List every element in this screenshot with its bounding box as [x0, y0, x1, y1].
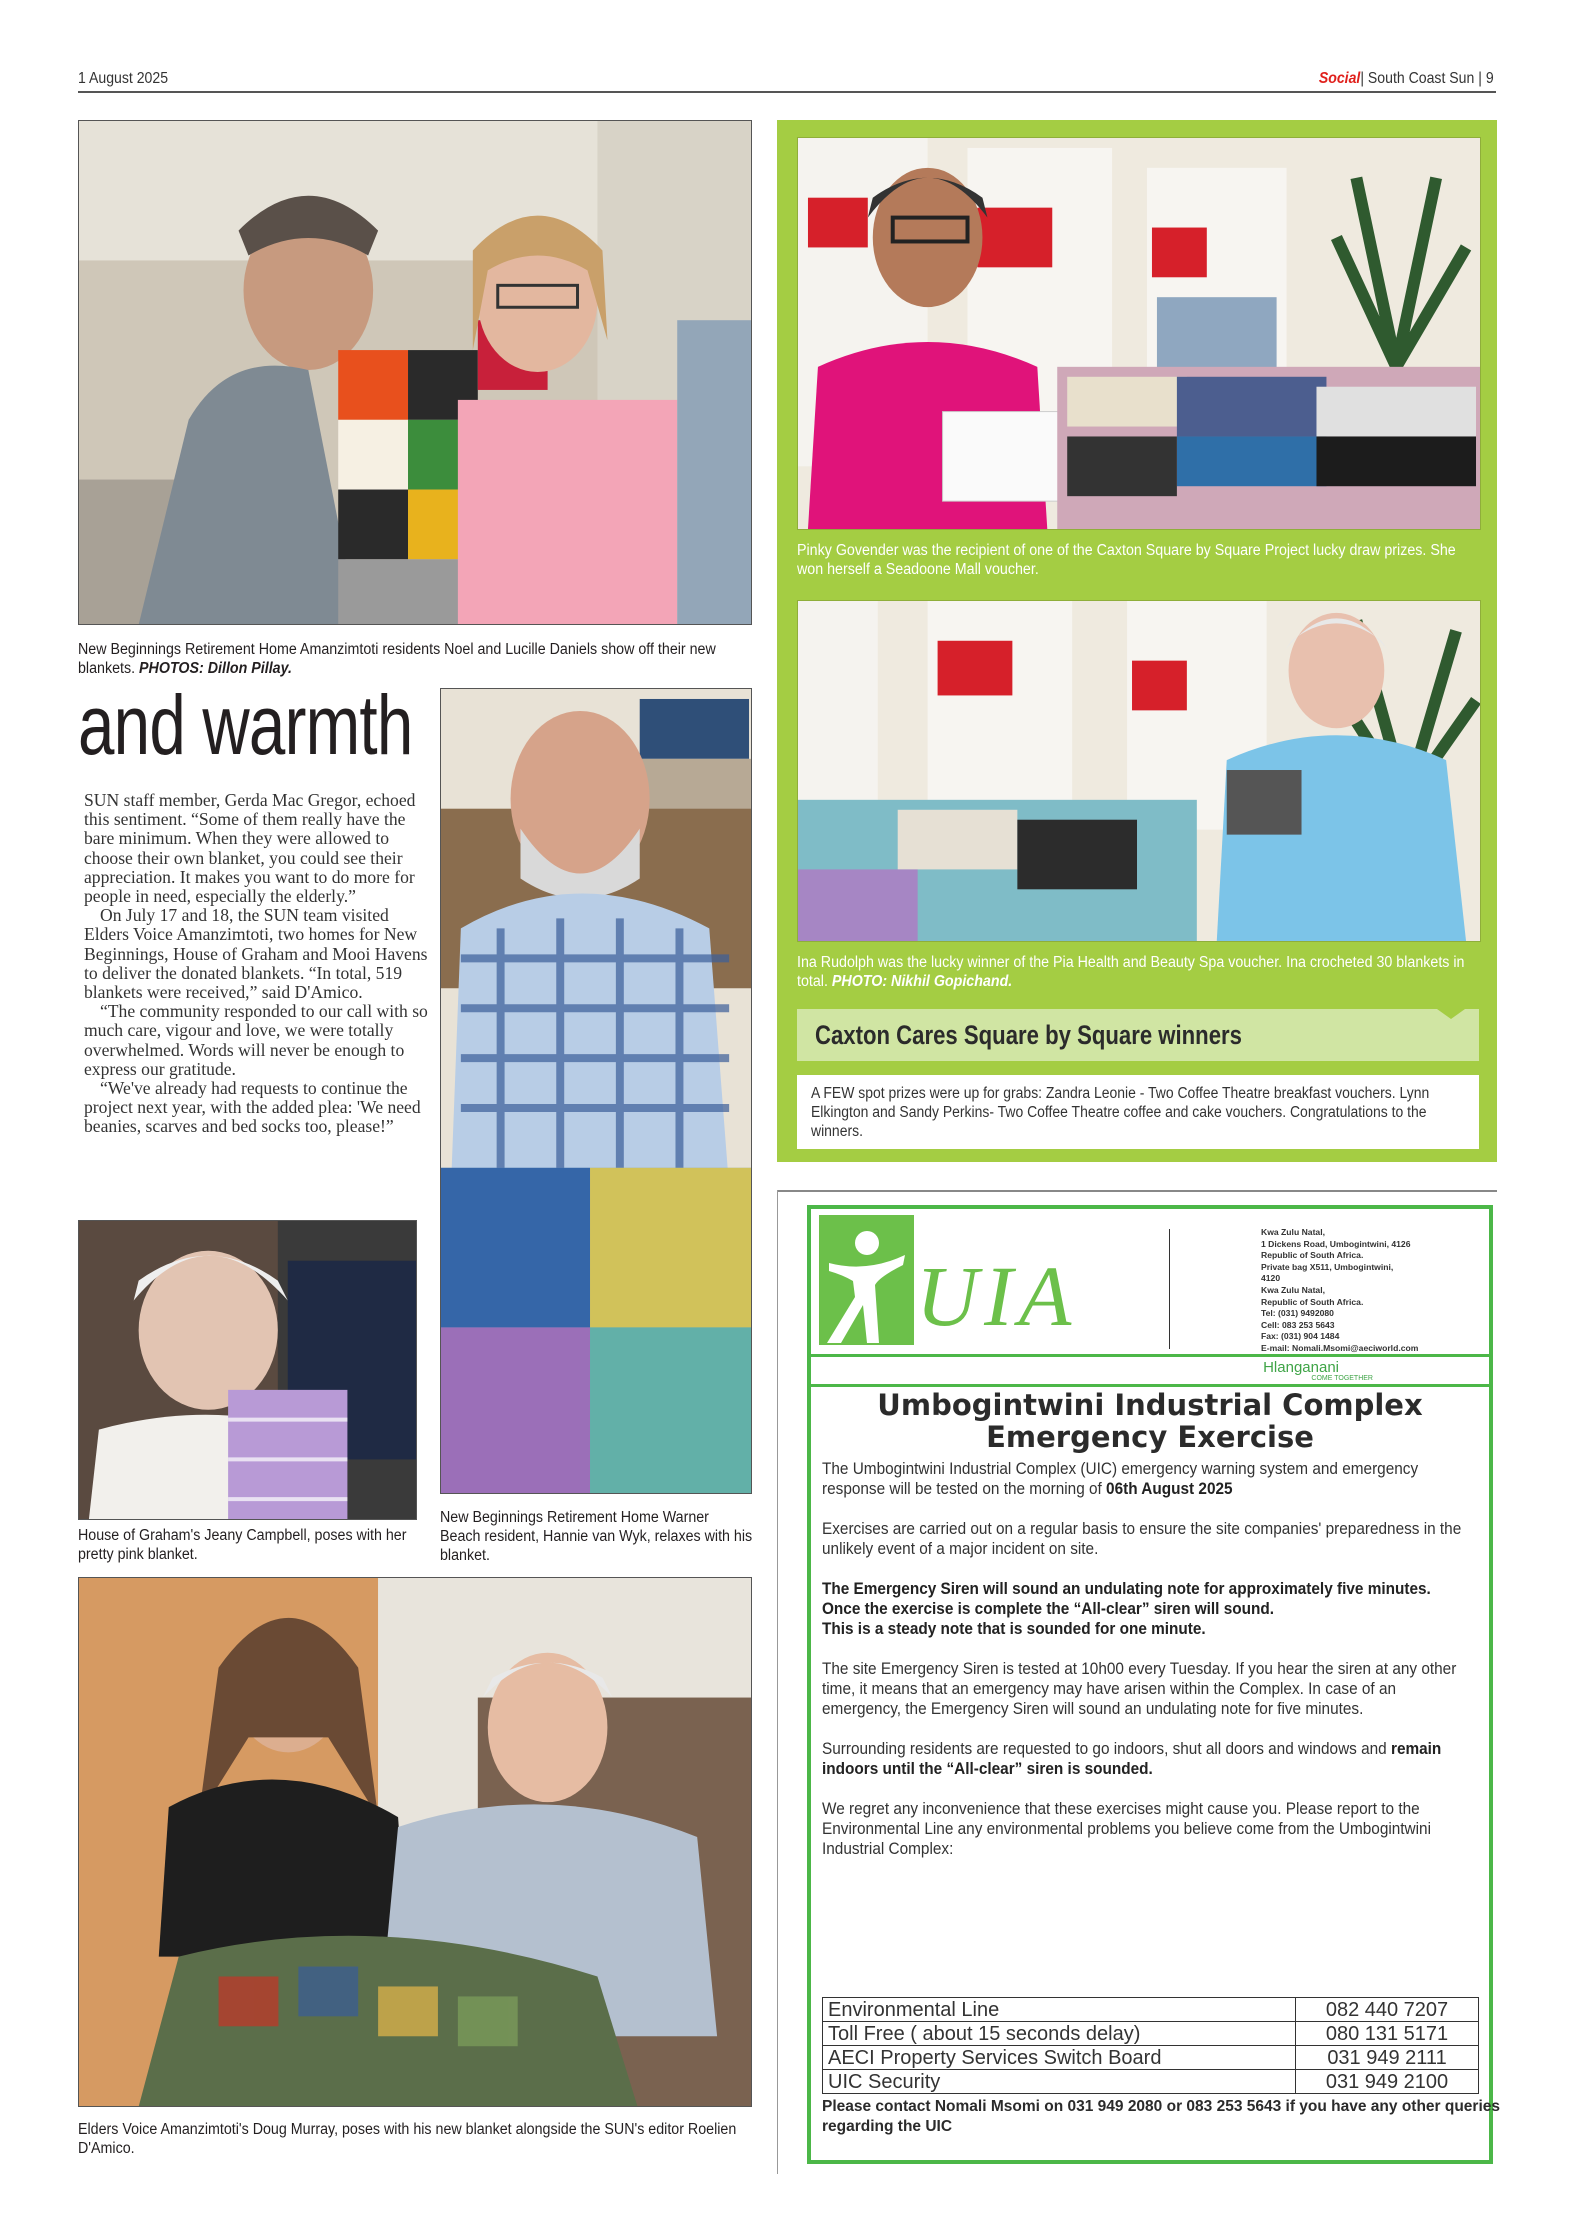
column-rule: [777, 1190, 778, 2174]
table-row: Toll Free ( about 15 seconds delay) 080 131 5171: [823, 2022, 1479, 2046]
phone-number: 031 949 2100: [1296, 2070, 1479, 2094]
photo-image: [79, 1578, 751, 2106]
uia-advert: [807, 1205, 1501, 2164]
photo-pinky: [797, 137, 1481, 530]
phone-number: 031 949 2111: [1296, 2046, 1479, 2070]
advert-paragraph: Exercises are carried out on a regular basis to ensure the site companies' preparedness in the unlikely event of a major incident on site.: [822, 1520, 1462, 1558]
article-headline: and warmth: [78, 678, 413, 772]
photo-image: [441, 689, 751, 1493]
caption-ina: Ina Rudolph was the lucky winner of the Pia Health and Beauty Spa voucher. Ina crocheted 30 blankets in total. PHOTO: Nikhil Gopichand.: [797, 954, 1465, 990]
photo-credit: PHOTO: Nikhil Gopichand.: [831, 973, 1013, 990]
article-paragraph: “The community responded to our call with so much care, vigour and love, we were totally overwhelmed. Words will never be enough to express our gratitude.: [84, 1001, 428, 1079]
section-label: Social: [1319, 70, 1361, 87]
winners-body: A FEW spot prizes were up for grabs: Zandra Leonie - Two Coffee Theatre breakfast vouchers. Lynn Elkington and Sandy Perkins- Two Coffee Theatre coffee and cake vouchers. Congratulations to the winners.: [811, 1085, 1430, 1140]
uia-email: E-mail: Nomali.Msomi@aeciworld.com: [1261, 1342, 1419, 1353]
advert-body: [822, 1459, 1473, 1879]
caption-pinky: Pinky Govender was the recipient of one of the Caxton Square by Square Project lucky draw prizes. She won herself a Seadoone Mall voucher.: [797, 542, 1456, 578]
photo-hannie: [440, 688, 752, 1494]
advert-rule: [811, 1354, 1489, 1357]
article-paragraph: “We've already had requests to continue the project next year, with the added plea: 'We need beanies, scarves and bed socks too, please!”: [84, 1078, 421, 1137]
winners-panel: [797, 1075, 1479, 1149]
caption-doug: Elders Voice Amanzimtoti's Doug Murray, poses with his new blanket alongside the SUN's editor Roelien D'Amico.: [78, 2121, 737, 2157]
section-rule: [777, 1190, 1497, 1192]
uia-address: Kwa Zulu Natal, 1 Dickens Road, Umbogintwini, 4126 Republic of South Africa. Private bag X511, Umbogintwini, 4120 Kwa Zulu Natal, Republic of South Africa. Tel: (031) 9492080 Cell: 083 253 5643 Fax: (031) 904 1484 E-mail: Nomali.Msomi@aeciworld.com: [1261, 1227, 1419, 1353]
exercise-date: 06th August 2025: [1106, 1480, 1233, 1498]
advert-paragraph: We regret any inconvenience that these exercises might cause you. Please report to the Environmental Line any environmental problems you believe come from the Umbogintwini Industrial Complex:: [822, 1800, 1431, 1858]
tagline: Hlanganani: [1263, 1359, 1339, 1376]
photo-image: [79, 1221, 416, 1519]
photo-ina: [797, 600, 1481, 942]
winners-title: Caxton Cares Square by Square winners: [815, 1020, 1242, 1050]
article-paragraph: On July 17 and 18, the SUN team visited Elders Voice Amanzimtoti, two homes for New Beginnings, House of Graham and Mooi Havens to deliver the donated blankets. “In total, 519 blankets were received,” said D'Amico.: [84, 905, 428, 1003]
caption-noel-lucille: New Beginnings Retirement Home Amanzimtoti residents Noel and Lucille Daniels show off their new blankets. PHOTOS: Dillon Pillay.: [78, 641, 716, 677]
person-figure-icon: [819, 1215, 914, 1345]
tagline-sub: COME TOGETHER: [1311, 1375, 1373, 1382]
table-row: AECI Property Services Switch Board 031 949 2111: [823, 2046, 1479, 2070]
photo-credit: PHOTOS: Dillon Pillay.: [139, 660, 292, 677]
winners-subhead: [797, 1009, 1479, 1061]
siren-notice: The Emergency Siren will sound an undulating note for approximately five minutes. Once the exercise is complete the “All-clear” siren will sound. This is a steady note that is sounded for one minute.: [822, 1580, 1431, 1638]
advert-paragraph: Surrounding residents are requested to go indoors, shut all doors and windows and remain indoors until the “All-clear” siren is sounded.: [822, 1740, 1442, 1778]
article-paragraph: SUN staff member, Gerda Mac Gregor, echoed this sentiment. “Some of them really have the bare minimum. When they were allowed to choose their own blanket, you could see their appreciation. It makes you want to do more for people in need, especially the elderly.”: [84, 790, 416, 907]
photo-jeany: [78, 1220, 417, 1520]
uia-logo-text: UIA: [916, 1248, 1078, 1344]
advert-footer: Please contact Nomali Msomi on 031 949 2080 or 083 253 5643 if you have any other queries regarding the UIC: [822, 2098, 1501, 2135]
table-row: UIC Security 031 949 2100: [823, 2070, 1479, 2094]
logo-divider: [1169, 1229, 1170, 1349]
page-folio: [1319, 70, 1494, 88]
advert-title: Umbogintwini Industrial Complex Emergency Exercise: [877, 1388, 1423, 1454]
phone-number: 080 131 5171: [1296, 2022, 1479, 2046]
phone-number: 082 440 7207: [1296, 1998, 1479, 2022]
photo-noel-lucille: [78, 120, 752, 625]
photo-doug: [78, 1577, 752, 2107]
advert-intro: The Umbogintwini Industrial Complex (UIC) emergency warning system and emergency response will be tested on the morning of 06th August 2025: [822, 1460, 1419, 1498]
table-row: Environmental Line 082 440 7207: [823, 1998, 1479, 2022]
caption-jeany: House of Graham's Jeany Campbell, poses with her pretty pink blanket.: [78, 1527, 407, 1563]
notch-decoration: [1437, 1009, 1465, 1019]
caption-hannie: New Beginnings Retirement Home Warner Beach resident, Hannie van Wyk, relaxes with his blanket.: [440, 1509, 753, 1564]
publication-page: | South Coast Sun | 9: [1360, 70, 1494, 87]
photo-image: [798, 138, 1480, 529]
contact-table: [822, 1997, 1479, 2094]
article-body: [84, 791, 434, 1137]
photo-image: [79, 121, 751, 624]
photo-image: [798, 601, 1480, 941]
header-rule: [78, 91, 1496, 93]
issue-date: 1 August 2025: [78, 70, 169, 87]
uia-logo-icon: [819, 1215, 914, 1345]
advert-paragraph: The site Emergency Siren is tested at 10h00 every Tuesday. If you hear the siren at any other time, it means that an emergency may have arisen within the Complex. In case of an emergency, the Emergency Siren will sound an undulating note for five minutes.: [822, 1660, 1457, 1718]
advert-rule: [811, 1384, 1489, 1387]
